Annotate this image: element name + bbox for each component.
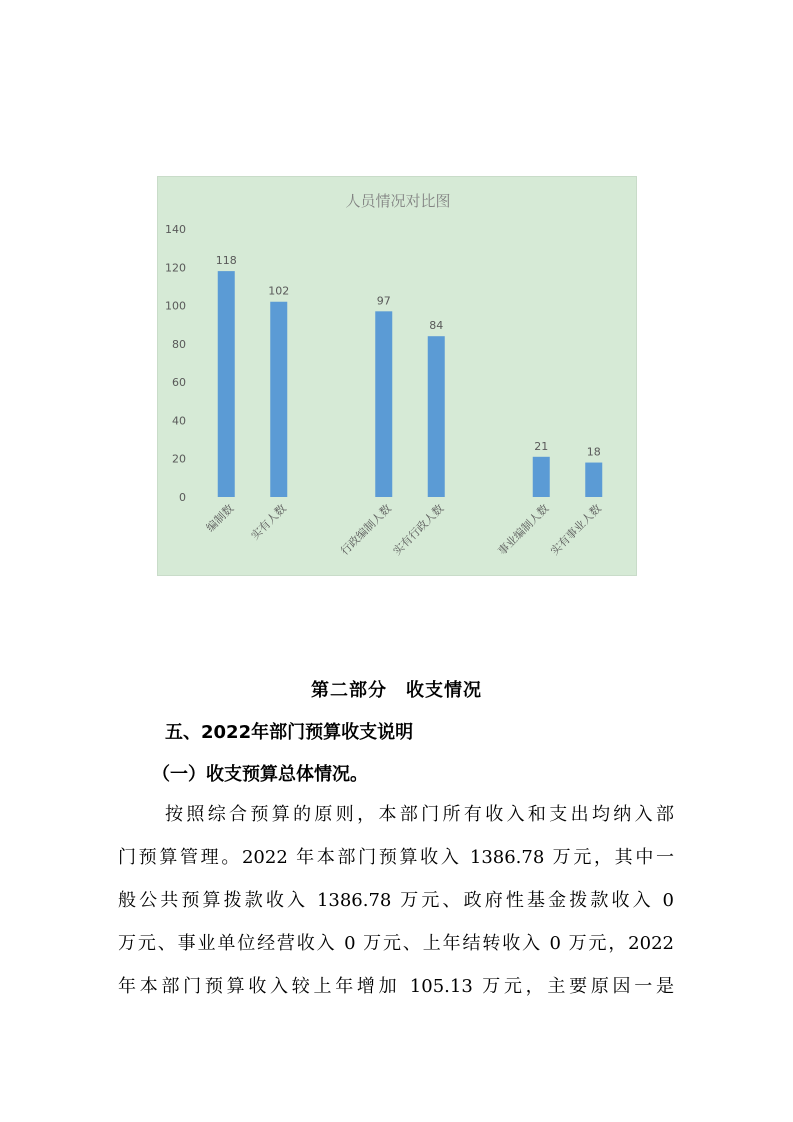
paragraph-line: 万元、事业单位经营收入 0 万元、上年结转收入 0 万元，2022 [118,933,674,954]
data-label: 97 [376,294,391,308]
bar [585,463,602,497]
x-tick-label: 实有事业人数 [548,501,604,558]
data-label: 18 [586,445,601,459]
y-tick-label: 0 [179,491,186,504]
x-tick-label: 行政编制人数 [338,501,394,558]
y-tick-label: 140 [165,223,186,236]
y-tick-label: 100 [165,299,186,313]
heading-1: 五、2022年部门预算收支说明 [165,722,414,743]
bar-chart [157,176,637,576]
paragraph-line: 年本部门预算收入较上年增加 105.13 万元，主要原因一是 [118,976,674,997]
section-title: 第二部分 收支情况 [311,680,482,701]
bar [270,302,287,497]
y-tick-label: 20 [172,452,186,466]
paragraph-line: 般公共预算拨款收入 1386.78 万元、政府性基金拨款收入 0 [118,890,674,911]
x-tick-label: 编制数 [203,501,237,535]
x-tick-label: 实有行政人数 [390,501,447,558]
paragraph-line: 按照综合预算的原则，本部门所有收入和支出均纳入部 [165,804,674,825]
y-tick-label: 60 [172,376,186,390]
chart-canvas [158,177,638,577]
data-label: 84 [429,319,444,333]
bar [533,457,550,497]
data-label: 118 [215,254,237,268]
heading-2: （一）收支预算总体情况。 [152,764,368,785]
bar [428,336,445,497]
data-label: 102 [268,284,290,298]
data-label: 21 [534,439,549,453]
y-tick-label: 120 [165,261,186,275]
chart-title: 人员情况对比图 [345,192,451,210]
bar [375,311,392,497]
paragraph-line: 门预算管理。2022 年本部门预算收入 1386.78 万元，其中一 [118,847,674,868]
y-tick-label: 80 [172,337,186,351]
y-tick-label: 40 [172,414,186,428]
x-tick-label: 事业编制人数 [495,501,552,558]
bar [218,271,235,497]
x-tick-label: 实有人数 [248,501,289,543]
